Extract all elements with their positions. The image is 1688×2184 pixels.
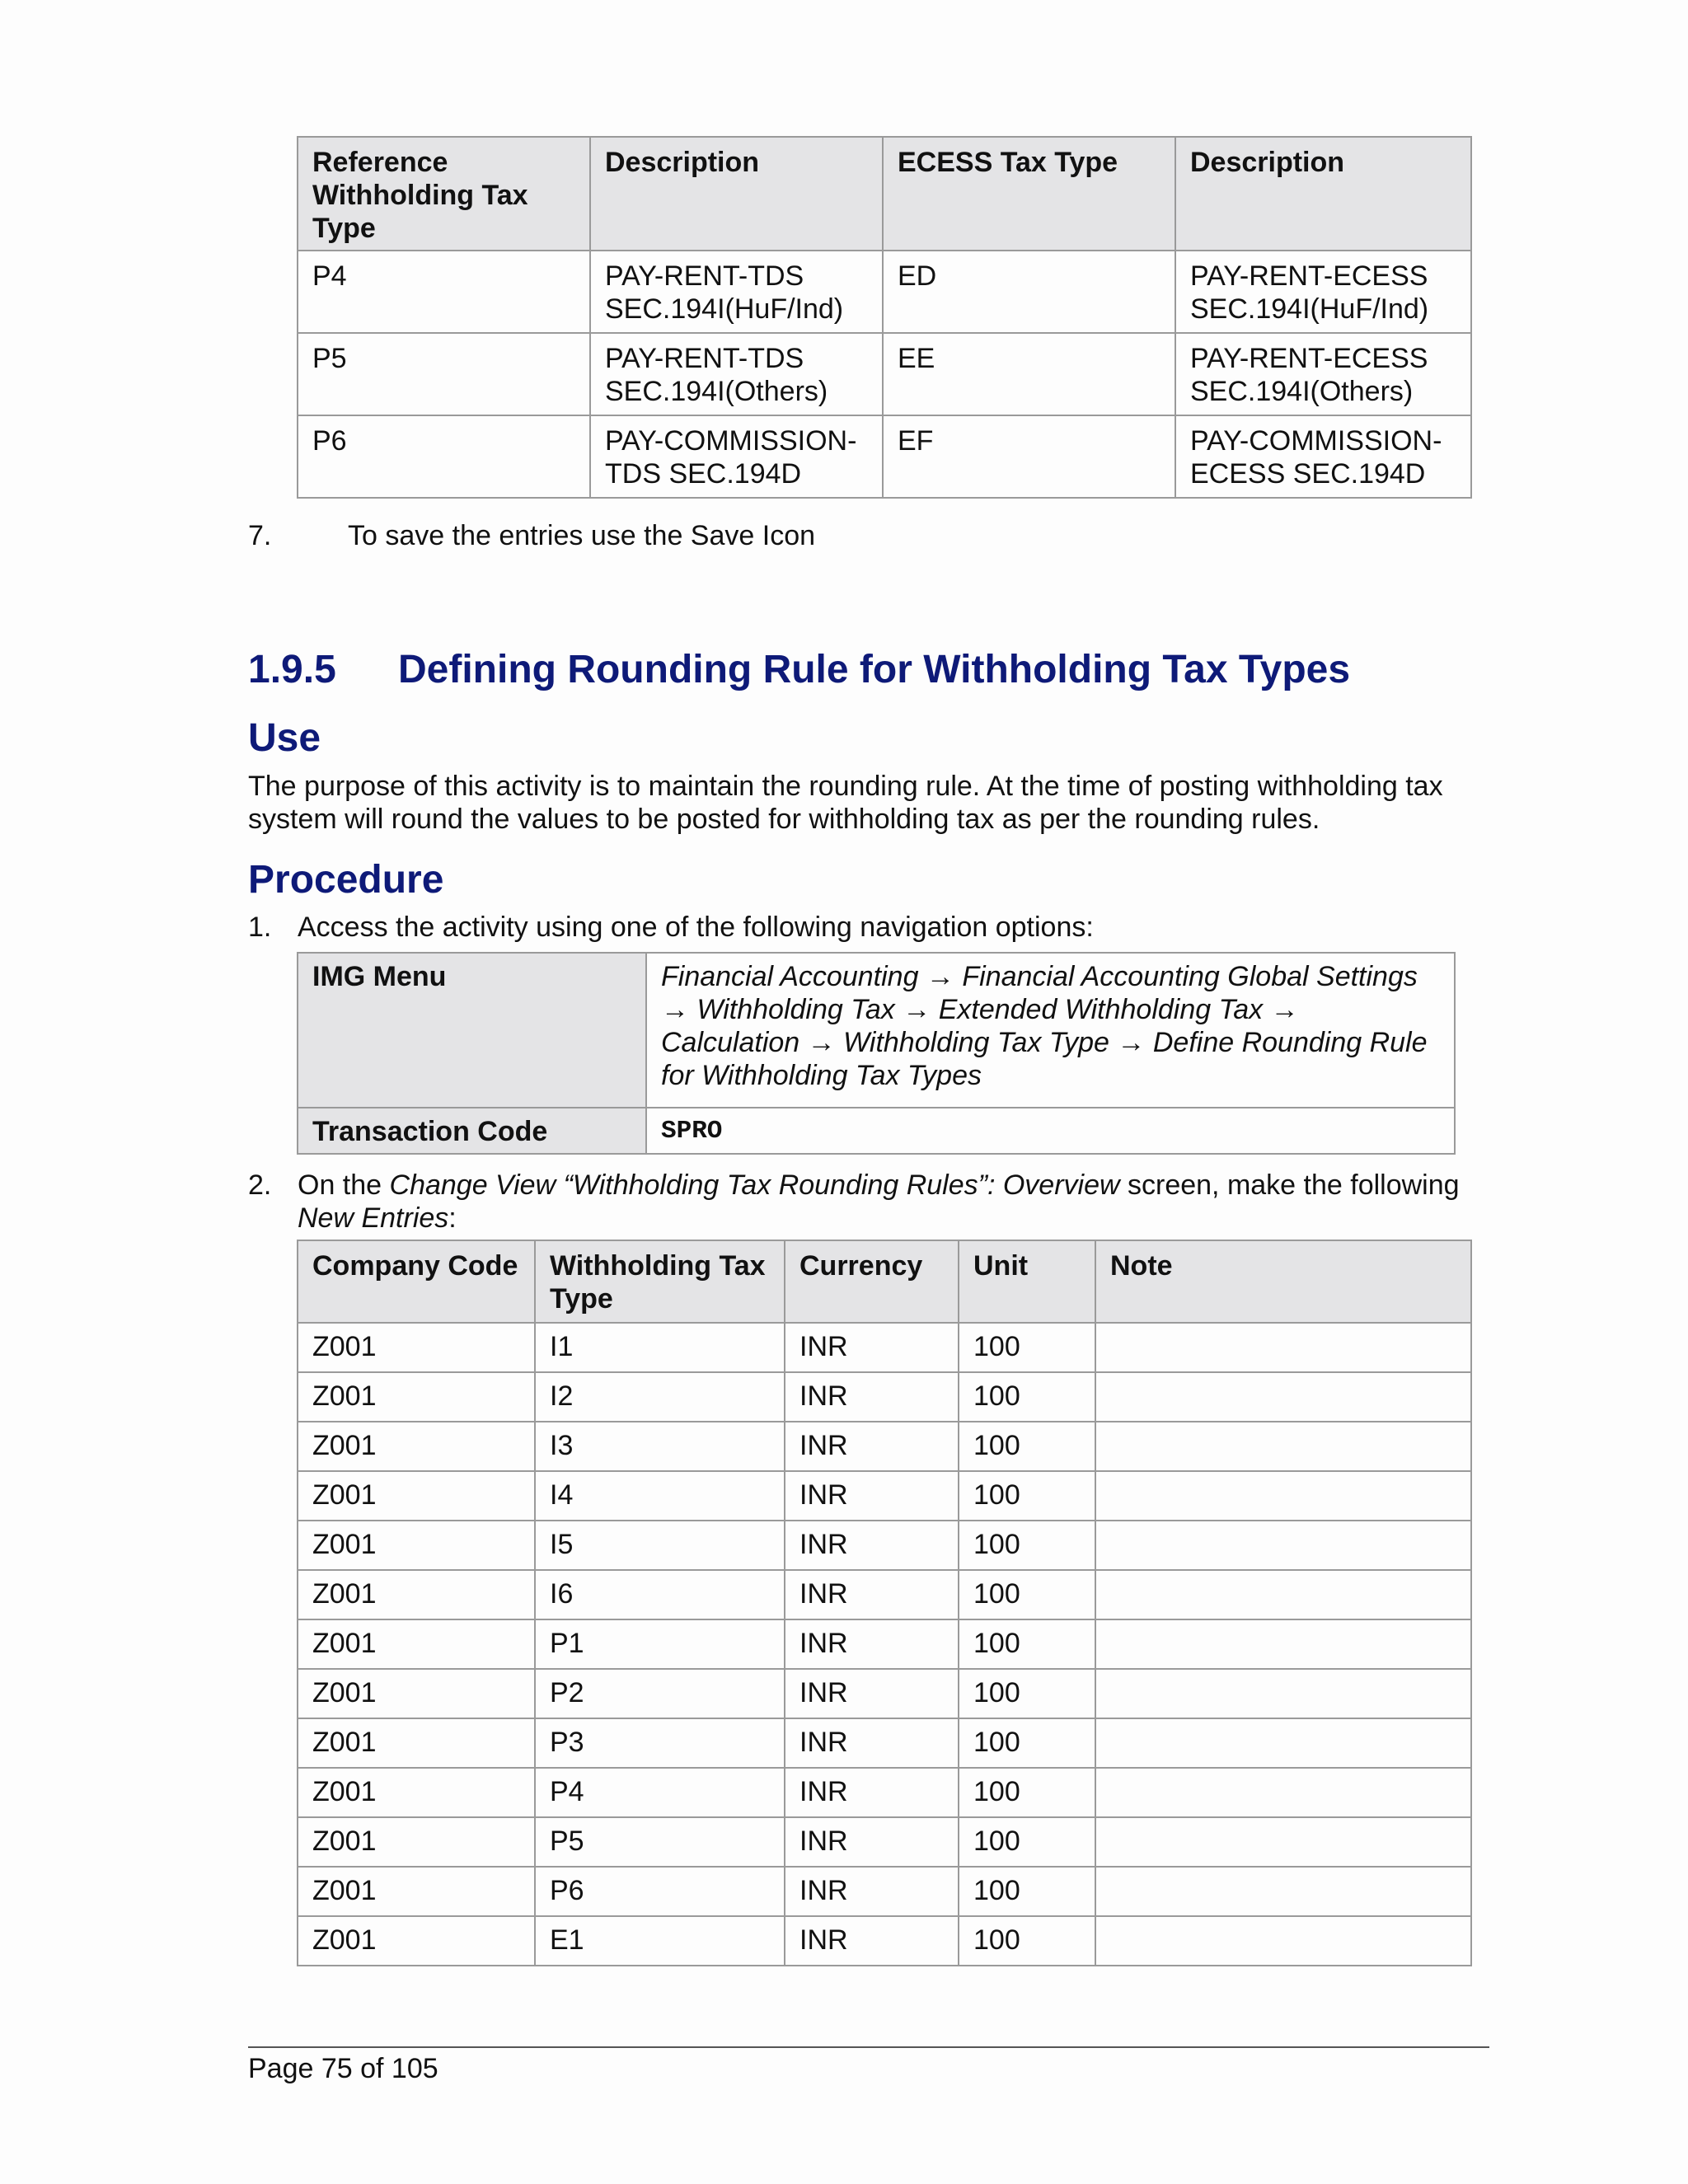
img-menu-path: Financial Accounting → Financial Accounting Global Settings → Withholding Tax → Extended Withholding Tax → Calculation → Withholding Tax Type → Define Rounding Rule for Withholding Tax Types (646, 953, 1455, 1108)
table-cell (1095, 1718, 1471, 1768)
table-cell: 100 (959, 1372, 1095, 1422)
ecess-tax-type-table (297, 136, 1472, 499)
table-cell: Z001 (298, 1471, 535, 1521)
new-entries-label: New Entries (298, 1202, 449, 1234)
table-cell: Z001 (298, 1422, 535, 1471)
table-cell (1095, 1422, 1471, 1471)
table-cell: Z001 (298, 1867, 535, 1916)
step-text-part: : (448, 1202, 457, 1234)
table-row (298, 1372, 1471, 1422)
table-cell: 100 (959, 1619, 1095, 1669)
table-cell: INR (785, 1768, 959, 1817)
table-cell: I5 (535, 1521, 785, 1570)
table-cell (1095, 1521, 1471, 1570)
table-cell: ED (883, 251, 1175, 333)
section-title: Defining Rounding Rule for Withholding Tax Types (398, 648, 1351, 691)
table-row (298, 1619, 1471, 1669)
step-text (298, 1169, 1484, 1235)
use-paragraph: The purpose of this activity is to maintain the rounding rule. At the time of posting withholding tax system will round the values to be posted for withholding tax as per the rounding rules. (248, 771, 1443, 835)
table-cell (1095, 1323, 1471, 1372)
header-cell: Withholding Tax Type (535, 1240, 785, 1323)
table-cell (1095, 1669, 1471, 1718)
rounding-rules-body (298, 1323, 1471, 1966)
table-cell: I3 (535, 1422, 785, 1471)
table-cell: PAY-RENT-ECESS SEC.194I(Others) (1175, 333, 1471, 415)
table-cell: PAY-COMMISSION-ECESS SEC.194D (1175, 415, 1471, 498)
table-cell: INR (785, 1867, 959, 1916)
table-cell: P4 (298, 251, 590, 333)
table-cell (1095, 1570, 1471, 1619)
table-cell: EF (883, 415, 1175, 498)
table-cell: P6 (298, 415, 590, 498)
header-cell: Description (590, 137, 883, 251)
table-row (298, 1817, 1471, 1867)
table-cell (1095, 1619, 1471, 1669)
table-row (298, 1718, 1471, 1768)
table-cell: 100 (959, 1323, 1095, 1372)
table-cell: Z001 (298, 1768, 535, 1817)
table-cell: INR (785, 1718, 959, 1768)
table-cell: EE (883, 333, 1175, 415)
header-cell: Note (1095, 1240, 1471, 1323)
table-cell: 100 (959, 1521, 1095, 1570)
step-text: Access the activity using one of the following navigation options: (298, 912, 1094, 943)
table-cell (1095, 1471, 1471, 1521)
table-cell: INR (785, 1669, 959, 1718)
table-row (298, 1521, 1471, 1570)
table-cell: I4 (535, 1471, 785, 1521)
screen-name: Change View “Withholding Tax Rounding Rules”: Overview (389, 1169, 1120, 1201)
table-cell: INR (785, 1471, 959, 1521)
table-row (298, 1916, 1471, 1966)
step-text-part: screen, make the following (1119, 1169, 1460, 1201)
navigation-options-table (297, 952, 1456, 1155)
table-cell: Z001 (298, 1817, 535, 1867)
procedure-step-2 (248, 1169, 1484, 1235)
table-cell: PAY-RENT-TDS SEC.194I(Others) (590, 333, 883, 415)
table-row (298, 333, 1471, 415)
table-cell: P6 (535, 1867, 785, 1916)
step-number: 1. (248, 912, 272, 943)
footer-divider (248, 2046, 1489, 2048)
table-row (298, 1570, 1471, 1619)
table-row (298, 1867, 1471, 1916)
table-cell: P4 (535, 1768, 785, 1817)
table-row (298, 1422, 1471, 1471)
table-cell: 100 (959, 1570, 1095, 1619)
use-heading: Use (248, 716, 321, 760)
table-cell: INR (785, 1422, 959, 1471)
table-cell: INR (785, 1570, 959, 1619)
table-cell: I6 (535, 1570, 785, 1619)
table-cell: E1 (535, 1916, 785, 1966)
header-cell: Company Code (298, 1240, 535, 1323)
section-number: 1.9.5 (248, 648, 336, 691)
table-row (298, 251, 1471, 333)
table-cell: INR (785, 1619, 959, 1669)
table-cell: Z001 (298, 1916, 535, 1966)
table-cell: INR (785, 1916, 959, 1966)
table-cell: Z001 (298, 1521, 535, 1570)
table-cell: Z001 (298, 1323, 535, 1372)
table-cell: Z001 (298, 1669, 535, 1718)
table-row (298, 1669, 1471, 1718)
table-cell: Z001 (298, 1718, 535, 1768)
table-cell (1095, 1817, 1471, 1867)
table-cell: 100 (959, 1471, 1095, 1521)
header-cell: Reference Withholding Tax Type (298, 137, 590, 251)
step-number: 7. (248, 520, 272, 551)
section-heading (248, 647, 1350, 693)
table-cell: Z001 (298, 1570, 535, 1619)
img-menu-row (298, 953, 1455, 1108)
table-cell: Z001 (298, 1619, 535, 1669)
transaction-code-value: SPRO (646, 1108, 1455, 1154)
table-row (298, 1471, 1471, 1521)
table-cell: 100 (959, 1422, 1095, 1471)
rounding-rules-table (297, 1240, 1472, 1966)
table-cell: 100 (959, 1669, 1095, 1718)
table-cell: P3 (535, 1718, 785, 1768)
step-text-part: On the (298, 1169, 390, 1201)
table-header-row (298, 137, 1471, 251)
table-cell: I1 (535, 1323, 785, 1372)
table-header-row (298, 1240, 1471, 1323)
table-cell: Z001 (298, 1372, 535, 1422)
table-cell (1095, 1768, 1471, 1817)
table-cell: P5 (298, 333, 590, 415)
table-cell: P5 (535, 1817, 785, 1867)
procedure-heading: Procedure (248, 858, 444, 902)
transaction-code-row (298, 1108, 1455, 1154)
table-cell: INR (785, 1323, 959, 1372)
table-row (298, 1323, 1471, 1372)
header-cell: Description (1175, 137, 1471, 251)
page-number: Page 75 of 105 (248, 2053, 438, 2084)
table-cell: I2 (535, 1372, 785, 1422)
table-cell: PAY-RENT-ECESS SEC.194I(HuF/Ind) (1175, 251, 1471, 333)
table-cell: 100 (959, 1817, 1095, 1867)
table-cell: PAY-COMMISSION-TDS SEC.194D (590, 415, 883, 498)
header-cell: ECESS Tax Type (883, 137, 1175, 251)
transaction-code-label: Transaction Code (298, 1108, 646, 1154)
table-row (298, 415, 1471, 498)
step-7 (248, 519, 815, 552)
table-cell: INR (785, 1521, 959, 1570)
table-cell: INR (785, 1372, 959, 1422)
table-cell (1095, 1916, 1471, 1966)
table-cell: P2 (535, 1669, 785, 1718)
table-cell: P1 (535, 1619, 785, 1669)
header-cell: Currency (785, 1240, 959, 1323)
table-cell: PAY-RENT-TDS SEC.194I(HuF/Ind) (590, 251, 883, 333)
table-cell: 100 (959, 1867, 1095, 1916)
table-cell: 100 (959, 1718, 1095, 1768)
table-row (298, 1768, 1471, 1817)
header-cell: Unit (959, 1240, 1095, 1323)
step-text: To save the entries use the Save Icon (348, 520, 816, 551)
table-cell: 100 (959, 1916, 1095, 1966)
table-cell (1095, 1867, 1471, 1916)
procedure-step-1 (248, 911, 1484, 944)
step-number: 2. (248, 1169, 272, 1201)
table-cell: INR (785, 1817, 959, 1867)
img-menu-label: IMG Menu (298, 953, 646, 1108)
table-cell: 100 (959, 1768, 1095, 1817)
table-cell (1095, 1372, 1471, 1422)
